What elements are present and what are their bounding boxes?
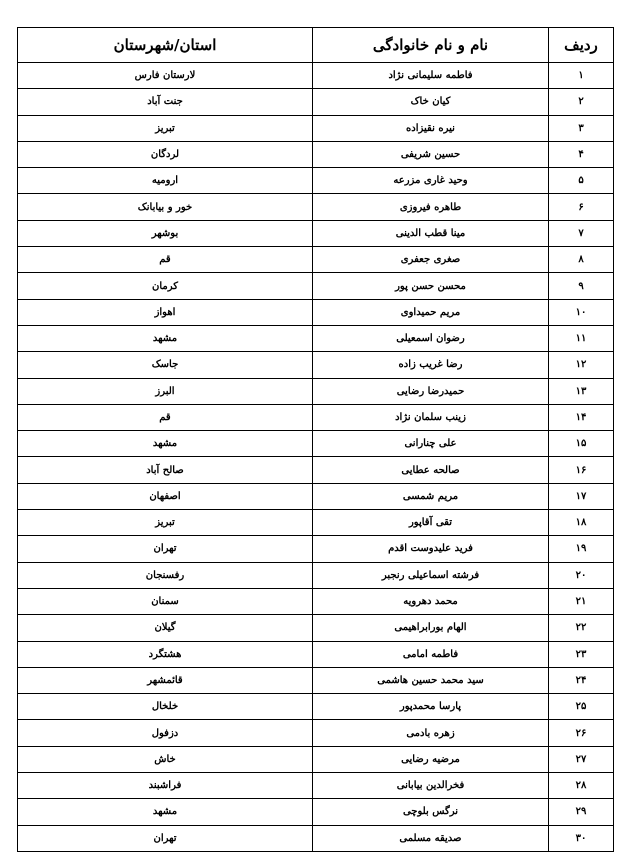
row-name: طاهره فیروزی	[313, 194, 549, 220]
row-name: فاطمه سلیمانی نژاد	[313, 63, 549, 89]
row-index: ۴	[549, 141, 614, 167]
row-place: قم	[18, 404, 313, 430]
row-index: ۲۲	[549, 615, 614, 641]
row-index: ۱۲	[549, 352, 614, 378]
row-place: کرمان	[18, 273, 313, 299]
row-index: ۲۷	[549, 746, 614, 772]
row-place: سمنان	[18, 588, 313, 614]
row-place: تهران	[18, 825, 313, 851]
table-body	[18, 63, 614, 852]
row-name: وحید غاری مزرعه	[313, 168, 549, 194]
row-place: اصفهان	[18, 483, 313, 509]
row-index: ۱۸	[549, 510, 614, 536]
row-index: ۱۴	[549, 404, 614, 430]
row-index: ۹	[549, 273, 614, 299]
row-name: تقی آقاپور	[313, 510, 549, 536]
row-place: لارستان فارس	[18, 63, 313, 89]
table-row	[18, 720, 614, 746]
row-place: مشهد	[18, 325, 313, 351]
row-index: ۶	[549, 194, 614, 220]
row-index: ۱۰	[549, 299, 614, 325]
table-row	[18, 115, 614, 141]
row-name: رضوان اسمعیلی	[313, 325, 549, 351]
table-row	[18, 825, 614, 851]
table-row	[18, 299, 614, 325]
row-name: نیره نقیزاده	[313, 115, 549, 141]
row-name: زینب سلمان نژاد	[313, 404, 549, 430]
table-row	[18, 220, 614, 246]
row-place: تهران	[18, 536, 313, 562]
row-place: صالح آباد	[18, 457, 313, 483]
row-name: فخرالدین بیابانی	[313, 773, 549, 799]
row-place: قائمشهر	[18, 667, 313, 693]
row-place: اهواز	[18, 299, 313, 325]
row-name: رضا غریب زاده	[313, 352, 549, 378]
row-name: مرضیه رضایی	[313, 746, 549, 772]
table-row	[18, 694, 614, 720]
table-row	[18, 746, 614, 772]
row-name: حسین شریفی	[313, 141, 549, 167]
row-index: ۱۳	[549, 378, 614, 404]
header-index: ردیف	[549, 28, 614, 63]
table-row	[18, 168, 614, 194]
row-place: خاش	[18, 746, 313, 772]
row-name: کیان خاک	[313, 89, 549, 115]
row-index: ۲۱	[549, 588, 614, 614]
row-index: ۱۹	[549, 536, 614, 562]
row-index: ۲۰	[549, 562, 614, 588]
row-name: محمد دهرویه	[313, 588, 549, 614]
row-place: هشتگرد	[18, 641, 313, 667]
row-place: مشهد	[18, 799, 313, 825]
row-place: رفسنجان	[18, 562, 313, 588]
table-row	[18, 667, 614, 693]
row-index: ۵	[549, 168, 614, 194]
row-place: البرز	[18, 378, 313, 404]
row-place: جنت آباد	[18, 89, 313, 115]
row-name: فرشته اسماعیلی رنجبر	[313, 562, 549, 588]
row-index: ۲۳	[549, 641, 614, 667]
row-name: مریم حمیداوی	[313, 299, 549, 325]
row-place: خلخال	[18, 694, 313, 720]
row-place: جاسک	[18, 352, 313, 378]
table-row	[18, 63, 614, 89]
row-name: محسن حسن پور	[313, 273, 549, 299]
table-row	[18, 89, 614, 115]
row-name: صالحه عطایی	[313, 457, 549, 483]
row-place: دزفول	[18, 720, 313, 746]
table-row	[18, 457, 614, 483]
table-row	[18, 562, 614, 588]
table-row	[18, 404, 614, 430]
row-index: ۲۴	[549, 667, 614, 693]
row-place: تبریز	[18, 510, 313, 536]
table-row	[18, 378, 614, 404]
row-index: ۲	[549, 89, 614, 115]
row-name: صغری جعفری	[313, 247, 549, 273]
table-row	[18, 431, 614, 457]
row-name: فرید علیدوست اقدم	[313, 536, 549, 562]
row-place: قم	[18, 247, 313, 273]
row-name: الهام بورابراهیمی	[313, 615, 549, 641]
row-place: بوشهر	[18, 220, 313, 246]
row-name: پارسا محمدپور	[313, 694, 549, 720]
table-row	[18, 325, 614, 351]
header-name: نام و نام خانوادگی	[313, 28, 549, 63]
table-row	[18, 615, 614, 641]
row-place: مشهد	[18, 431, 313, 457]
row-name: نرگس بلوچی	[313, 799, 549, 825]
table-row	[18, 194, 614, 220]
row-place: گیلان	[18, 615, 313, 641]
row-place: تبریز	[18, 115, 313, 141]
header-province-city: استان/شهرستان	[18, 28, 313, 63]
row-index: ۳۰	[549, 825, 614, 851]
row-index: ۱۱	[549, 325, 614, 351]
participants-table	[17, 27, 614, 852]
row-place: لردگان	[18, 141, 313, 167]
row-name: علی چنارانی	[313, 431, 549, 457]
table-row	[18, 773, 614, 799]
row-name: فاطمه امامی	[313, 641, 549, 667]
table-row	[18, 352, 614, 378]
row-index: ۲۹	[549, 799, 614, 825]
table-row	[18, 247, 614, 273]
row-name: صدیقه مسلمی	[313, 825, 549, 851]
table-row	[18, 641, 614, 667]
row-name: حمیدرضا رضایی	[313, 378, 549, 404]
row-index: ۲۵	[549, 694, 614, 720]
table-row	[18, 483, 614, 509]
row-name: مریم شمسی	[313, 483, 549, 509]
table-row	[18, 536, 614, 562]
row-name: مینا قطب الدینی	[313, 220, 549, 246]
table-row	[18, 273, 614, 299]
row-place: خور و بیابانک	[18, 194, 313, 220]
row-index: ۱۶	[549, 457, 614, 483]
row-name: زهره بادمی	[313, 720, 549, 746]
row-place: فراشبند	[18, 773, 313, 799]
row-index: ۱۷	[549, 483, 614, 509]
table-row	[18, 510, 614, 536]
row-place: ارومیه	[18, 168, 313, 194]
row-index: ۱	[549, 63, 614, 89]
row-name: سید محمد حسین هاشمی	[313, 667, 549, 693]
table-row	[18, 588, 614, 614]
table-row	[18, 799, 614, 825]
row-index: ۱۵	[549, 431, 614, 457]
row-index: ۷	[549, 220, 614, 246]
header-row	[18, 28, 614, 63]
table-row	[18, 141, 614, 167]
row-index: ۳	[549, 115, 614, 141]
row-index: ۸	[549, 247, 614, 273]
row-index: ۲۸	[549, 773, 614, 799]
row-index: ۲۶	[549, 720, 614, 746]
